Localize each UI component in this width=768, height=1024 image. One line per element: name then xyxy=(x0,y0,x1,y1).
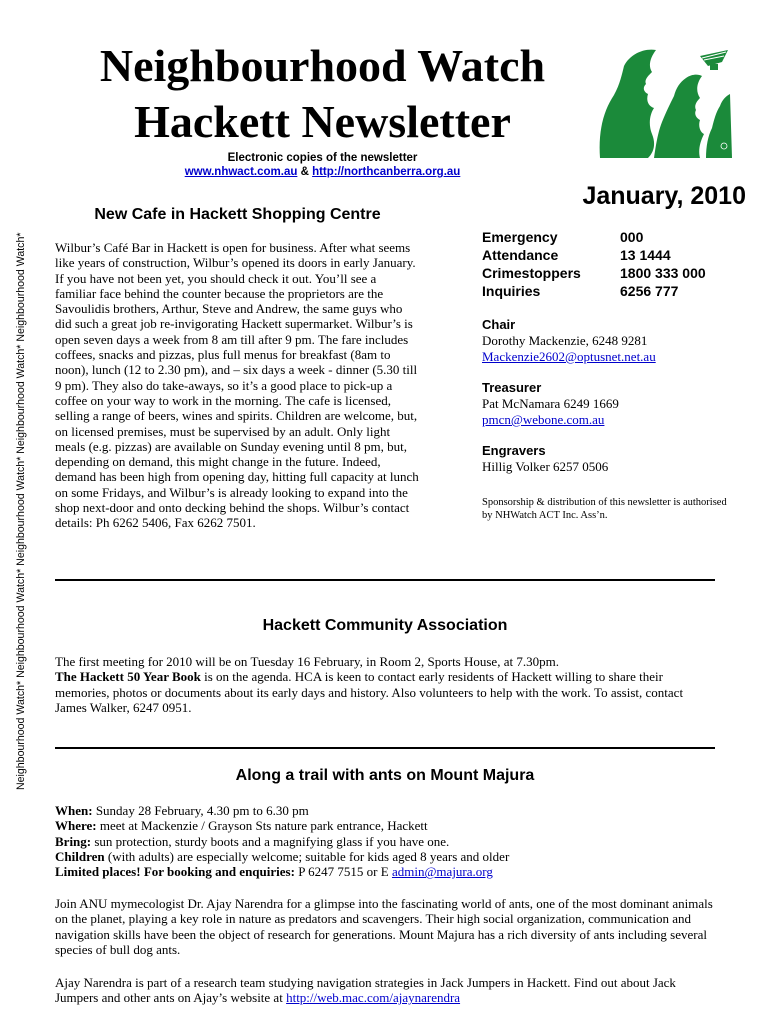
ants-event-details xyxy=(55,803,715,879)
ants-paragraph-2 xyxy=(55,975,715,1006)
contact-label: Crimestoppers xyxy=(482,265,581,281)
title-line-2: Hackett Newsletter xyxy=(134,96,511,147)
where-line xyxy=(55,818,715,833)
vertical-side-banner: Neighbourhood Watch* Neighbourhood Watch* Neighbourhood Watch* Neighbourhood Watch* Neighbourhood Watch* xyxy=(15,232,27,790)
booking-line xyxy=(55,864,715,879)
hca-meeting-line: The first meeting for 2010 will be on Tuesday 16 February, in Room 2, Sports House, at 7.30pm. xyxy=(55,654,559,669)
engravers-heading: Engravers xyxy=(482,443,546,458)
treasurer-email-link[interactable]: pmcn@webone.com.au xyxy=(482,412,605,427)
contact-row-emergency xyxy=(482,228,742,246)
cafe-article-heading: New Cafe in Hackett Shopping Centre xyxy=(94,206,381,223)
when-value: Sunday 28 February, 4.30 pm to 6.30 pm xyxy=(92,803,309,818)
bring-label: Bring: xyxy=(55,833,92,849)
contact-label: Attendance xyxy=(482,247,559,263)
contact-value: 13 1444 xyxy=(620,247,671,263)
children-value: (with adults) are especially welcome; suitable for kids aged 8 years and older xyxy=(104,848,510,864)
section-divider xyxy=(55,579,715,581)
booking-label: Limited places! For booking and enquiries: xyxy=(55,864,295,880)
masthead-subtitle xyxy=(110,151,535,179)
hca-book-text: is on the agenda. HCA is keen to contact early residents of Hackett willing to share their memories, photos or documents about its early days and history. Also volunteers to help with the work. To assist, contact James Walker, 6247 0951. xyxy=(55,669,684,715)
issue-date: January, 2010 xyxy=(582,182,746,210)
ants-paragraph-1: Join ANU mymecologist Dr. Ajay Narendra for a glimpse into the fascinating world of ants, one of the most dominant animals on the planet, playing a key role in nature as predators and scavengers. Their high social organization, communication and navigation skills have been the object of research for generations. Mount Majura has a rich diversity of ants including several species of bull dog ants. xyxy=(55,896,713,957)
bring-line xyxy=(55,834,715,849)
three-faces-profile-logo-icon xyxy=(596,40,736,160)
nhwact-link[interactable]: www.nhwact.com.au xyxy=(184,166,298,178)
masthead-links xyxy=(110,165,535,179)
contact-label: Inquiries xyxy=(482,283,541,299)
children-line xyxy=(55,849,715,864)
hca-heading: Hackett Community Association xyxy=(262,617,508,634)
subtitle-text: Electronic copies of the newsletter xyxy=(227,152,418,164)
children-label: Children xyxy=(55,848,105,864)
engravers-block xyxy=(482,442,742,475)
contact-row-attendance xyxy=(482,246,742,264)
newsletter-title xyxy=(50,38,595,150)
chair-email-link[interactable]: Mackenzie2602@optusnet.net.au xyxy=(482,349,656,364)
link-joiner: & xyxy=(297,166,313,178)
chair-heading: Chair xyxy=(482,317,516,332)
when-label: When: xyxy=(55,803,93,818)
contact-value: 6256 777 xyxy=(620,283,679,299)
treasurer-block xyxy=(482,379,742,428)
majura-email-link[interactable]: admin@majura.org xyxy=(391,864,493,880)
cafe-article-body: Wilbur’s Café Bar in Hackett is open for business. After what seems like years of construction, Wilbur’s opened its doors in early January. If you have not been yet, you should check it out. You’ll see a familiar face behind the counter because the proprietors are the Savoulidis brothers, Arthur, Steve and Andrew, the same guys who did such a great job re-invigorating Hackett supermarket. Wilbur’s is open seven days a week from 8 am till after 9 pm. The fare includes coffees, snacks and pizzas, plus full menus for breakfast (8am to noon), lunch (12 to 2.30 pm), and – six days a week - dinner (5.30 till 9 pm). They also do take-aways, so it’s a good place to pick-up a coffee on your way to work in the morning. The cafe is licensed, selling a range of beers, wines and spirits. Children are welcome, but, on licensed premises, must be supervised by an adult. Only light meals (e.g. pizzas) are available on Sunday evening until 8 pm, but, depending on demand, this might change in the future. Indeed, demand has been high from opening day, hitting full capacity at lunch on some Fridays, and Wilbur’s is already looking to expand into the shop next-door and onto decking behind the shops. Wilbur’s contact details: Ph 6262 5406, Fax 6262 7501. xyxy=(55,240,419,531)
chair-line: Dorothy Mackenzie, 6248 9281 xyxy=(482,333,648,348)
contact-value: 000 xyxy=(620,229,644,245)
ants-paragraph-2-text: Ajay Narendra is part of a research team studying navigation strategies in Jack Jumpers in Hackett. Find out about Jack Jumpers and other ants on Ajay’s website at xyxy=(55,975,676,1006)
booking-value: P 6247 7515 or E xyxy=(294,864,392,880)
engravers-line: Hillig Volker 6257 0506 xyxy=(482,459,609,474)
when-line xyxy=(55,803,715,818)
treasurer-line: Pat McNamara 6249 1669 xyxy=(482,396,619,411)
chair-block xyxy=(482,316,742,365)
sponsorship-note: Sponsorship & distribution of this newsletter is authorised by NHWatch ACT Inc. Ass’n. xyxy=(482,497,727,521)
contacts-panel xyxy=(482,228,742,475)
northcanberra-link[interactable]: http://northcanberra.org.au xyxy=(312,166,461,178)
hca-book-paragraph xyxy=(55,669,715,715)
contact-value: 1800 333 000 xyxy=(620,265,706,281)
ants-heading: Along a trail with ants on Mount Majura xyxy=(235,767,535,784)
section-divider xyxy=(55,747,715,749)
treasurer-heading: Treasurer xyxy=(482,380,542,395)
contact-row-crimestoppers xyxy=(482,264,742,282)
hca-body xyxy=(55,654,715,715)
ajay-website-link[interactable]: http://web.mac.com/ajaynarendra xyxy=(286,990,461,1006)
bring-value: sun protection, sturdy boots and a magnifying glass if you have one. xyxy=(91,833,450,849)
contact-row-inquiries xyxy=(482,282,742,300)
where-label: Where: xyxy=(55,818,97,834)
where-value: meet at Mackenzie / Grayson Sts nature park entrance, Hackett xyxy=(96,818,428,834)
hca-book-title: The Hackett 50 Year Book xyxy=(55,669,201,685)
title-line-1: Neighbourhood Watch xyxy=(99,40,546,91)
contact-label: Emergency xyxy=(482,229,558,245)
